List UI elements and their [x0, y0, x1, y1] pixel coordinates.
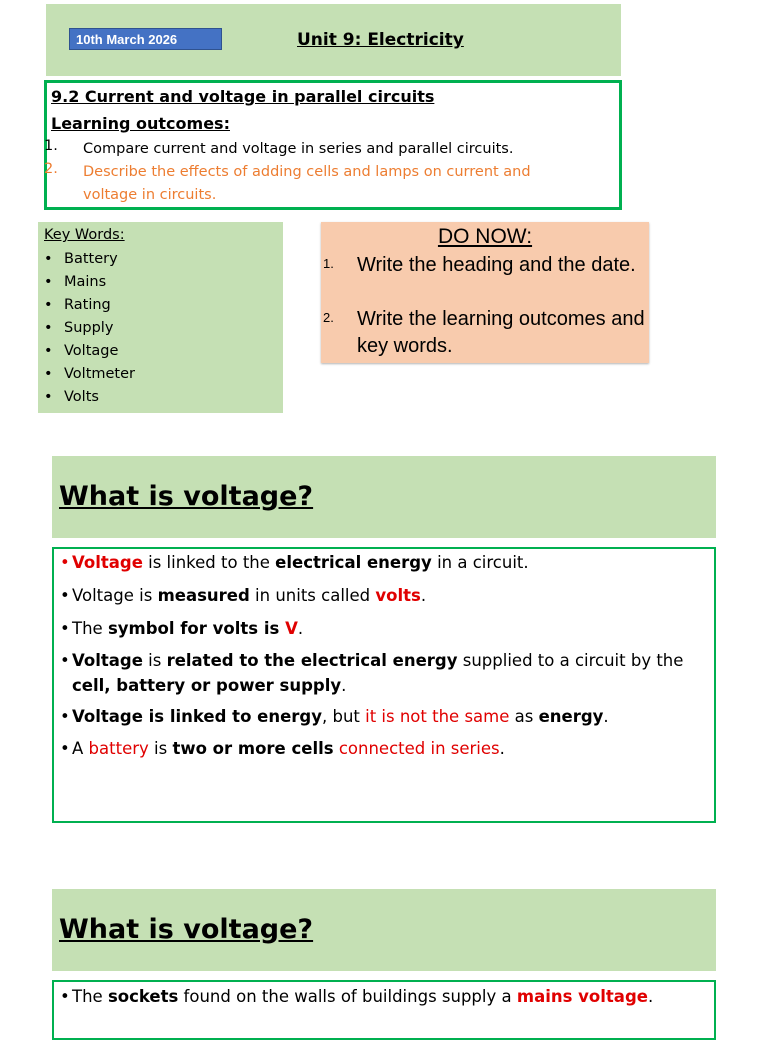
text-run: sockets — [107, 987, 179, 1006]
bullet-marker: • — [60, 553, 70, 572]
outcome-number: 2. — [44, 161, 58, 177]
bullet-marker: • — [60, 619, 70, 638]
key-words-title: Key Words: — [44, 227, 125, 243]
key-word-item: • Battery — [44, 251, 118, 267]
text-run: . — [420, 586, 427, 605]
text-run: as — [509, 707, 539, 726]
text-run: The — [72, 987, 108, 1006]
key-word-item: • Voltage — [44, 343, 119, 359]
outcome-text: Compare current and voltage in series and parallel circuits. — [83, 141, 514, 157]
do-now-title: DO NOW: — [437, 225, 533, 248]
lesson-heading: 9.2 Current and voltage in parallel circuits — [51, 87, 435, 106]
text-run: energy — [538, 707, 604, 726]
do-now-text: Write the learning outcomes and key words. — [357, 308, 645, 357]
key-word-item: • Rating — [44, 297, 111, 313]
text-run: . — [603, 707, 609, 726]
bullet-marker: • — [60, 739, 70, 758]
text-run: V — [285, 619, 298, 638]
bullet-marker: • — [60, 987, 70, 1006]
text-run: found on the walls of buildings supply a — [178, 987, 517, 1006]
text-run: battery — [88, 739, 149, 758]
text-run: . — [499, 739, 505, 758]
key-word-item: • Mains — [44, 274, 107, 290]
bullet-marker: • — [60, 586, 70, 605]
text-run: symbol for volts is — [107, 619, 286, 638]
key-word-item: • Supply — [44, 320, 114, 336]
slide2-title-band — [52, 456, 716, 538]
text-run: mains voltage — [516, 987, 648, 1006]
unit-title: Unit 9: Electricity — [297, 30, 464, 50]
slide3-title: What is voltage? — [59, 914, 314, 945]
bullet-marker: • — [60, 707, 70, 726]
outcome-text: Describe the effects of adding cells and lamps on current and voltage in circuits. — [83, 164, 531, 203]
text-run: is — [148, 739, 173, 758]
text-run: Voltage — [72, 553, 143, 572]
text-run: is — [142, 651, 167, 670]
text-run: . — [297, 619, 304, 638]
key-word-item: • Voltmeter — [44, 366, 135, 382]
text-run: related to the electrical energy — [166, 651, 458, 670]
text-run: cell, battery or power supply — [72, 676, 342, 695]
bullet-text — [72, 648, 708, 698]
text-run: Voltage is linked to energy — [72, 707, 322, 726]
key-word-item: • Volts — [44, 389, 99, 405]
do-now-number: 1. — [323, 256, 334, 271]
outcome-number: 1. — [44, 138, 58, 154]
text-run: in a circuit. — [431, 553, 529, 572]
slide2-title: What is voltage? — [59, 481, 314, 512]
text-run: is linked to the — [142, 553, 276, 572]
text-run: measured — [157, 586, 250, 605]
text-run: The — [72, 619, 108, 638]
text-run: volts — [375, 586, 421, 605]
text-run: electrical energy — [275, 553, 432, 572]
slide3-title-band — [52, 889, 716, 971]
bullet-text — [72, 550, 708, 575]
bullet-marker: • — [60, 651, 70, 670]
key-words-list — [44, 249, 135, 410]
text-run: Voltage — [72, 651, 143, 670]
text-run: A — [72, 739, 89, 758]
text-run: . — [341, 676, 347, 695]
text-run: two or more cells — [172, 739, 334, 758]
text-run: it is not the same — [365, 707, 510, 726]
text-run: Voltage is — [72, 586, 158, 605]
text-run: in units called — [249, 586, 376, 605]
outcomes-heading: Learning outcomes: — [51, 114, 230, 133]
bullet-text — [72, 984, 708, 1009]
do-now-text: Write the heading and the date. — [357, 254, 636, 276]
text-run: connected in series — [338, 739, 500, 758]
text-run: . — [647, 987, 654, 1006]
bullet-text — [72, 704, 708, 729]
text-run: , but — [321, 707, 366, 726]
bullet-text — [72, 616, 708, 641]
do-now-number: 2. — [323, 310, 334, 325]
date-label: 10th March 2026 — [69, 28, 222, 50]
text-run: supplied to a circuit by the — [457, 651, 684, 670]
bullet-text — [72, 736, 708, 761]
bullet-text — [72, 583, 708, 608]
